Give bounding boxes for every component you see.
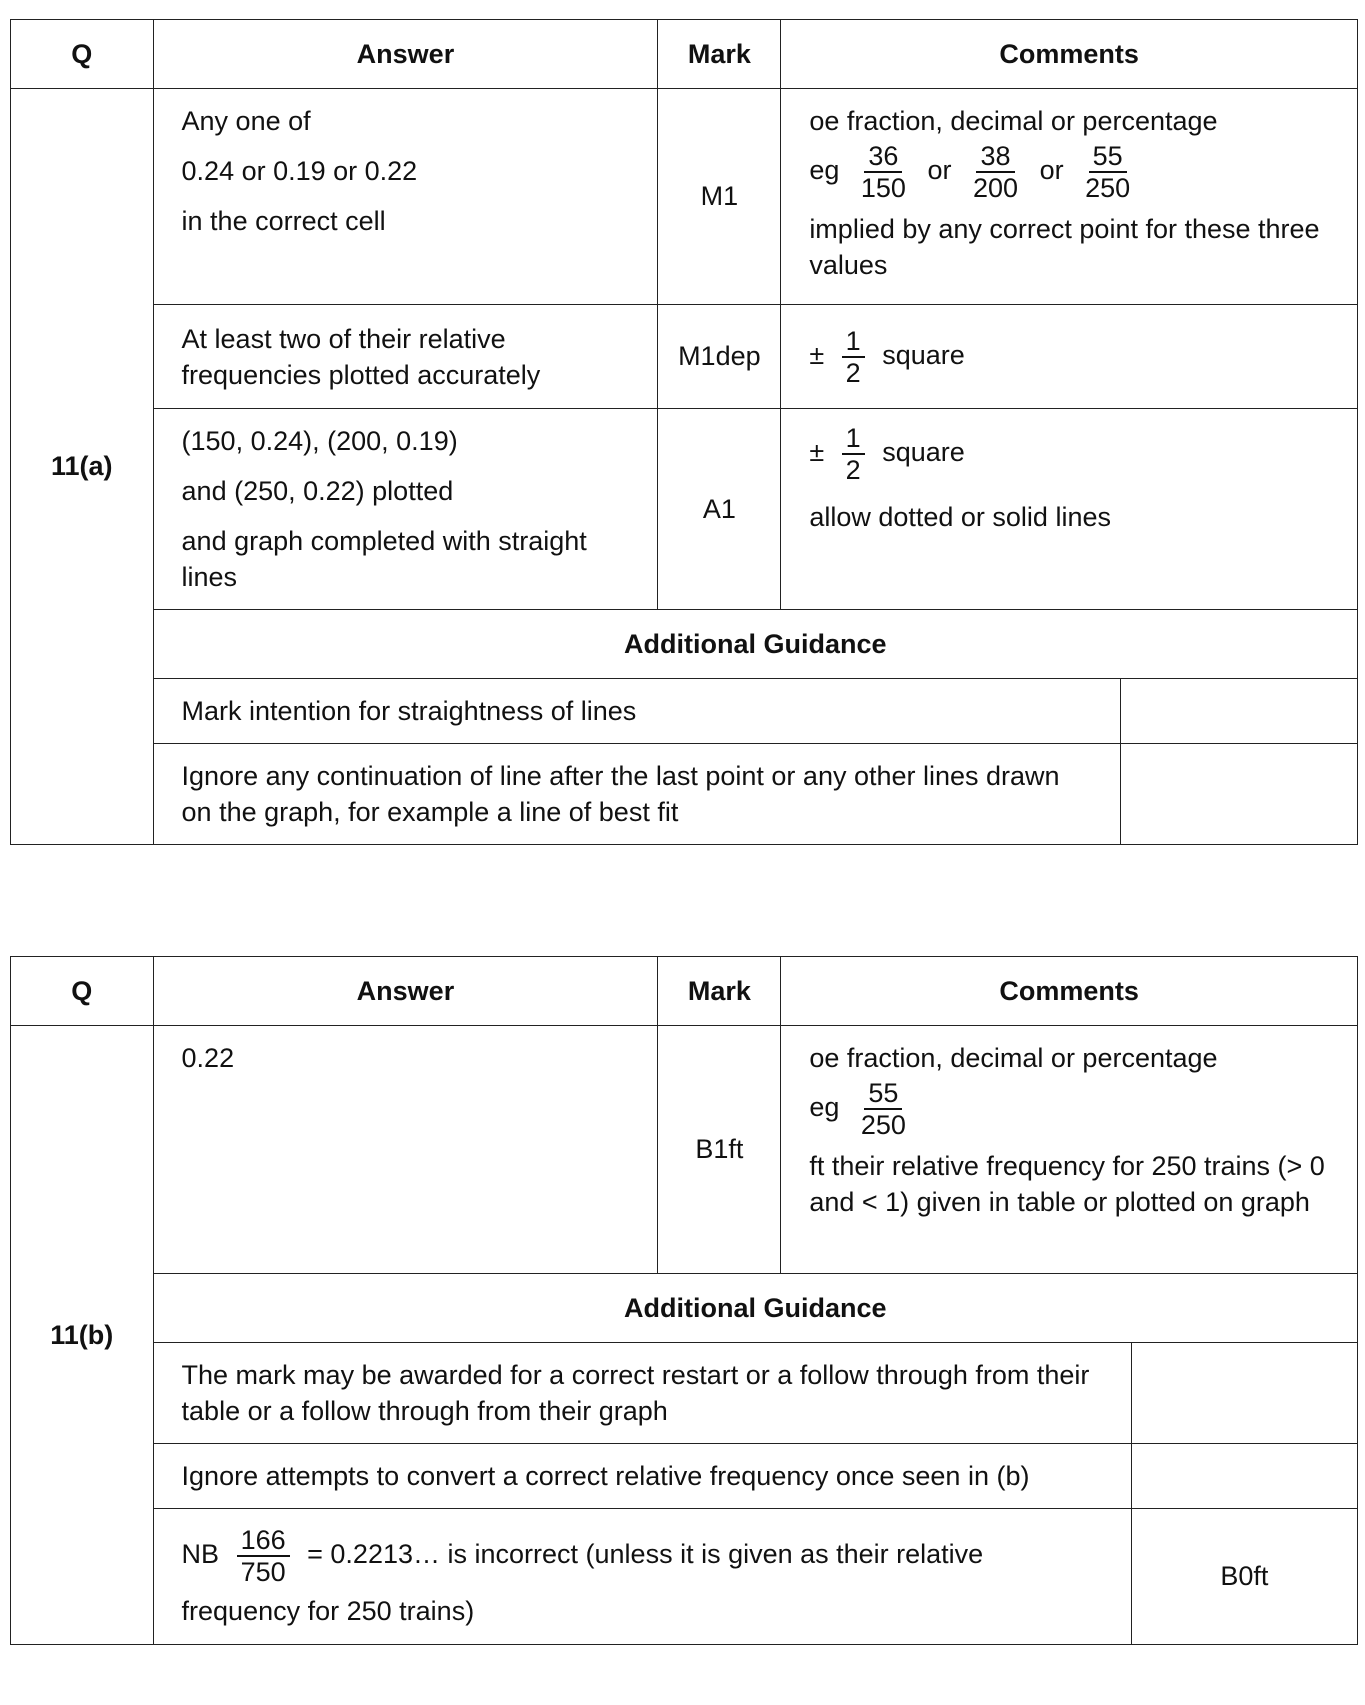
- header-q: Q: [11, 20, 154, 89]
- guidance-row: [11, 679, 1358, 744]
- question-number: 11(a): [11, 89, 154, 845]
- header-comments: Comments: [781, 957, 1358, 1026]
- answer-line: in the correct cell: [181, 206, 386, 236]
- guidance-title: Additional Guidance: [153, 610, 1357, 679]
- fraction: $\frac{38}{200}$: [972, 141, 1019, 203]
- answer-line: 0.24 or 0.19 or 0.22: [181, 156, 418, 186]
- unit-text: square: [882, 437, 965, 468]
- guidance-title-row: [11, 610, 1358, 679]
- guidance-mark: [1120, 679, 1357, 744]
- comment-text: ft their relative frequency for 250 trains (> 0 and < 1) given in table or plotted on graph: [809, 1151, 1325, 1217]
- header-answer: Answer: [153, 20, 658, 89]
- guidance-text: The mark may be awarded for a correct restart or a follow through from their table or a follow through from their graph: [153, 1343, 1131, 1444]
- square-tolerance: [809, 423, 1329, 485]
- comment-text: implied by any correct point for these three values: [809, 214, 1320, 280]
- answer-line: Any one of: [181, 106, 311, 136]
- guidance-row: [11, 1509, 1358, 1645]
- fraction: $\frac{1}{2}$: [842, 326, 865, 388]
- question-number: 11(b): [11, 1026, 154, 1645]
- comment-cell: [781, 409, 1358, 610]
- guidance-mark: B0ft: [1131, 1509, 1357, 1645]
- eg-label: eg: [809, 1092, 840, 1123]
- guidance-text: Ignore attempts to convert a correct relative frequency once seen in (b): [153, 1444, 1131, 1509]
- answer-line: frequencies plotted accurately: [181, 359, 541, 390]
- fraction-example: [809, 1078, 1329, 1140]
- answer-cell: [153, 89, 658, 305]
- nb-note: [153, 1509, 1131, 1645]
- plus-minus: ±: [809, 437, 825, 468]
- comment-cell: [781, 89, 1358, 305]
- header-row: [11, 20, 1358, 89]
- mark-cell: B1ft: [658, 1026, 781, 1274]
- answer-line: At least two of their relative: [181, 323, 506, 354]
- nb-label: NB: [181, 1538, 220, 1569]
- mark-scheme-table-11b: [10, 956, 1358, 1645]
- mark-cell: M1: [658, 89, 781, 305]
- comment-cell: [781, 305, 1358, 409]
- comment-text: oe fraction, decimal or percentage: [809, 1043, 1218, 1073]
- guidance-row: [11, 1444, 1358, 1509]
- guidance-title: Additional Guidance: [153, 1274, 1357, 1343]
- fraction-examples: [809, 141, 1329, 203]
- mark-cell: M1dep: [658, 305, 781, 409]
- fraction: $\frac{1}{2}$: [842, 423, 865, 485]
- mark-cell: A1: [658, 409, 781, 610]
- mark-scheme-table-11a: [10, 19, 1358, 845]
- answer-row: [11, 409, 1358, 610]
- header-comments: Comments: [781, 20, 1358, 89]
- or-label: or: [1039, 155, 1064, 186]
- comment-text: allow dotted or solid lines: [809, 502, 1111, 532]
- answer-row: [11, 1026, 1358, 1274]
- guidance-mark: [1131, 1343, 1357, 1444]
- answer-line: and graph completed with straight lines: [181, 526, 587, 592]
- header-q: Q: [11, 957, 154, 1026]
- guidance-text: Ignore any continuation of line after the last point or any other lines drawn on the graph, for example a line of best fit: [153, 744, 1120, 845]
- header-answer: Answer: [153, 957, 658, 1026]
- comment-text: oe fraction, decimal or percentage: [809, 106, 1218, 136]
- guidance-mark: [1120, 744, 1357, 845]
- fraction: $\frac{55}{250}$: [1085, 141, 1131, 203]
- answer-line: (150, 0.24), (200, 0.19): [181, 426, 458, 456]
- plus-minus: ±: [809, 339, 825, 370]
- guidance-row: [11, 744, 1358, 845]
- fraction: $\frac{166}{750}$: [237, 1525, 290, 1587]
- unit-text: square: [882, 339, 965, 370]
- guidance-title-row: [11, 1274, 1358, 1343]
- answer-row: [11, 305, 1358, 409]
- answer-row: [11, 89, 1358, 305]
- nb-text: frequency for 250 trains): [181, 1595, 475, 1626]
- header-mark: Mark: [658, 20, 781, 89]
- fraction: $\frac{55}{250}$: [860, 1078, 906, 1140]
- guidance-row: [11, 1343, 1358, 1444]
- header-mark: Mark: [658, 957, 781, 1026]
- answer-cell: [153, 409, 658, 610]
- answer-cell: 0.22: [153, 1026, 658, 1274]
- eg-label: eg: [809, 155, 840, 186]
- answer-cell: [153, 305, 658, 409]
- comment-cell: [781, 1026, 1358, 1274]
- guidance-mark: [1131, 1444, 1357, 1509]
- nb-text: = 0.2213… is incorrect (unless it is given as their relative: [307, 1538, 984, 1569]
- fraction: $\frac{36}{150}$: [860, 141, 906, 203]
- answer-line: and (250, 0.22) plotted: [181, 476, 454, 506]
- guidance-text: Mark intention for straightness of lines: [153, 679, 1120, 744]
- header-row: [11, 957, 1358, 1026]
- or-label: or: [927, 155, 952, 186]
- nb-first-line: [182, 1525, 1103, 1587]
